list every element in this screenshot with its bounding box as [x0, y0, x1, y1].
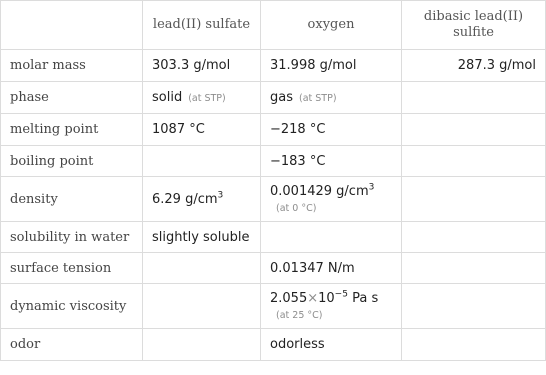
- row-label: odor: [1, 329, 143, 361]
- cell-oxygen: −183 °C: [261, 146, 402, 177]
- cell-lead-sulfate: [143, 82, 261, 114]
- cell-lead-sulfate: [143, 146, 261, 177]
- cell-value: gas: [270, 90, 293, 105]
- cell-dibasic: [402, 253, 546, 284]
- row-label: melting point: [1, 114, 143, 146]
- cell-mantissa: 2.055: [270, 291, 308, 306]
- cell-lead-sulfate: [143, 253, 261, 284]
- header-corner: [1, 1, 143, 50]
- row-boiling-point: [1, 146, 546, 177]
- row-label: density: [1, 177, 143, 222]
- cell-exponent: −5: [334, 289, 348, 300]
- cell-value: 0.001429 g/cm: [270, 184, 369, 199]
- row-solubility: [1, 222, 546, 253]
- row-label: phase: [1, 82, 143, 114]
- cell-oxygen: [261, 284, 402, 329]
- cell-value: solid: [152, 90, 183, 105]
- cell-lead-sulfate: [143, 329, 261, 361]
- row-label: surface tension: [1, 253, 143, 284]
- cell-dibasic: [402, 114, 546, 146]
- cell-lead-sulfate: [143, 177, 261, 222]
- row-label: solubility in water: [1, 222, 143, 253]
- cell-oxygen: −218 °C: [261, 114, 402, 146]
- cell-oxygen: 31.998 g/mol: [261, 50, 402, 82]
- cell-lead-sulfate: [143, 284, 261, 329]
- row-phase: [1, 82, 546, 114]
- cell-dibasic: [402, 82, 546, 114]
- row-odor: [1, 329, 546, 361]
- row-melting-point: [1, 114, 546, 146]
- cell-lead-sulfate: 303.3 g/mol: [143, 50, 261, 82]
- cell-dibasic: [402, 329, 546, 361]
- cell-dibasic: [402, 284, 546, 329]
- cell-oxygen: [261, 222, 402, 253]
- cell-base: 10: [318, 291, 335, 306]
- cell-dibasic: 287.3 g/mol: [402, 50, 546, 82]
- cell-note: (at 0 °C): [276, 203, 317, 214]
- header-lead-sulfate: lead(II) sulfate: [143, 1, 261, 50]
- times-sign: ×: [307, 291, 319, 306]
- row-label: dynamic viscosity: [1, 284, 143, 329]
- cell-oxygen: [261, 82, 402, 114]
- cell-oxygen: [261, 177, 402, 222]
- row-surface-tension: [1, 253, 546, 284]
- cell-lead-sulfate: 1087 °C: [143, 114, 261, 146]
- cell-lead-sulfate: slightly soluble: [143, 222, 261, 253]
- header-row: [1, 1, 546, 50]
- cell-note: (at 25 °C): [276, 310, 323, 321]
- cell-oxygen: 0.01347 N/m: [261, 253, 402, 284]
- row-molar-mass: [1, 50, 546, 82]
- cell-note: (at STP): [188, 93, 226, 104]
- header-dibasic-lead-sulfite: dibasic lead(II) sulfite: [402, 1, 546, 50]
- cell-dibasic: [402, 222, 546, 253]
- cell-note: (at STP): [299, 93, 337, 104]
- row-density: [1, 177, 546, 222]
- cell-oxygen: odorless: [261, 329, 402, 361]
- cell-dibasic: [402, 177, 546, 222]
- cell-exponent: 3: [368, 182, 375, 193]
- row-label: boiling point: [1, 146, 143, 177]
- cell-dibasic: [402, 146, 546, 177]
- cell-unit: Pa s: [347, 291, 379, 306]
- cell-value: 6.29 g/cm: [152, 191, 218, 207]
- header-oxygen: oxygen: [261, 1, 402, 50]
- cell-exponent: 3: [217, 190, 224, 201]
- row-dynamic-viscosity: [1, 284, 546, 329]
- row-label: molar mass: [1, 50, 143, 82]
